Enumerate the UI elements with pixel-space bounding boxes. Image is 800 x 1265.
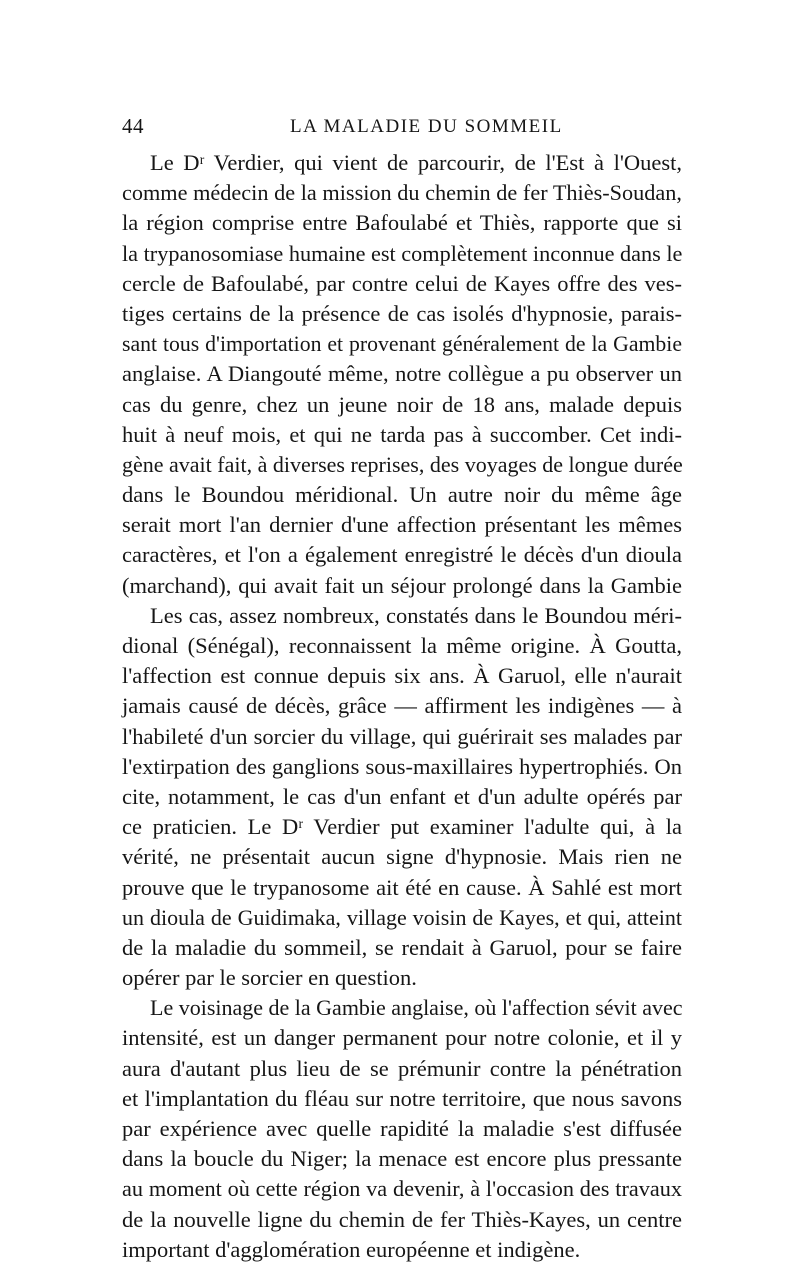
text-line: prouve que le trypanosome ait été en cause. À Sahlé est mort [122, 874, 682, 900]
text-line: de la nouvelle ligne du chemin de fer Thiès-Kayes, un centre [122, 1206, 682, 1232]
text-line: caractères, et l'on a également enregistré le décès d'un dioula [122, 542, 682, 568]
text-line: au moment où cette région va devenir, à l'occasion des travaux [122, 1176, 682, 1202]
running-title: LA MALADIE DU SOMMEIL [290, 116, 563, 137]
text-line: anglaise. A Diangouté même, notre collègue a pu observer un [122, 361, 682, 387]
text-line: ce praticien. Le Dʳ Verdier put examiner l'adulte qui, à la [122, 814, 682, 840]
text-line: la région comprise entre Bafoulabé et Thiès, rapporte que si [122, 210, 682, 236]
text-line: par expérience avec quelle rapidité la maladie s'est diffusée [122, 1116, 682, 1141]
text-line: huit à neuf mois, et qui ne tarda pas à succomber. Cet indi- [122, 421, 682, 447]
text-line: Le voisinage de la Gambie anglaise, où l'affection sévit avec [150, 995, 683, 1021]
text-line: l'affection est connue depuis six ans. À Garuol, elle n'aurait [122, 663, 682, 689]
text-line: cercle de Bafoulabé, par contre celui de Kayes offre des ves- [122, 270, 682, 296]
text-line: l'habileté d'un sorcier du village, qui guérirait ses malades par [122, 723, 682, 749]
text-line: un dioula de Guidimaka, village voisin de Kayes, et qui, atteint [122, 904, 682, 930]
text-line: vérité, ne présentait aucun signe d'hypnosie. Mais rien ne [122, 844, 682, 870]
text-line: la trypanosomiase humaine est complètement inconnue dans le [122, 240, 683, 266]
text-line: opérer par le sorcier en question. [122, 965, 417, 991]
paragraph-3 [122, 993, 682, 1265]
text-line: Le Dʳ Verdier, qui vient de parcourir, de l'Est à l'Ouest, [150, 150, 682, 175]
paragraph-1 [122, 148, 682, 601]
text-line: et l'implantation du fléau sur notre territoire, que nous savons [122, 1085, 682, 1111]
text-line: jamais causé de décès, grâce — affirment les indigènes — à [122, 693, 682, 719]
body-text [122, 148, 682, 1265]
text-line: dans la boucle du Niger; la menace est encore plus pressante [122, 1146, 682, 1172]
text-line: dans le Boundou méridional. Un autre noir du même âge [122, 482, 682, 508]
text-line: de la maladie du sommeil, se rendait à Garuol, pour se faire [122, 934, 682, 960]
text-line: Les cas, assez nombreux, constatés dans le Boundou méri- [150, 602, 682, 628]
text-line: l'extirpation des ganglions sous-maxillaires hypertrophiés. On [122, 753, 682, 779]
text-line: comme médecin de la mission du chemin de fer Thiès-Soudan, [122, 180, 682, 206]
text-line: important d'agglomération européenne et indigène. [122, 1236, 581, 1262]
text-line: cas du genre, chez un jeune noir de 18 ans, malade depuis [122, 391, 682, 417]
text-line: (marchand), qui avait fait un séjour prolongé dans la Gambie [122, 572, 682, 598]
text-line: dional (Sénégal), reconnaissent la même origine. À Goutta, [122, 633, 682, 658]
text-line: serait mort l'an dernier d'une affection présentant les mêmes [122, 512, 682, 538]
page-number: 44 [122, 114, 144, 138]
text-line: tiges certains de la présence de cas isolés d'hypnosie, parais- [122, 300, 682, 326]
text-line: cite, notamment, le cas d'un enfant et d'un adulte opérés par [122, 783, 682, 809]
text-line: aura d'autant plus lieu de se prémunir contre la pénétration [122, 1055, 682, 1081]
text-line: sant tous d'importation et provenant généralement de la Gambie [122, 332, 682, 357]
page-header [122, 114, 682, 144]
text-line: intensité, est un danger permanent pour notre colonie, et il y [122, 1025, 682, 1051]
paragraph-2 [122, 601, 682, 993]
text-line: gène avait fait, à diverses reprises, des voyages de longue durée [122, 451, 683, 477]
